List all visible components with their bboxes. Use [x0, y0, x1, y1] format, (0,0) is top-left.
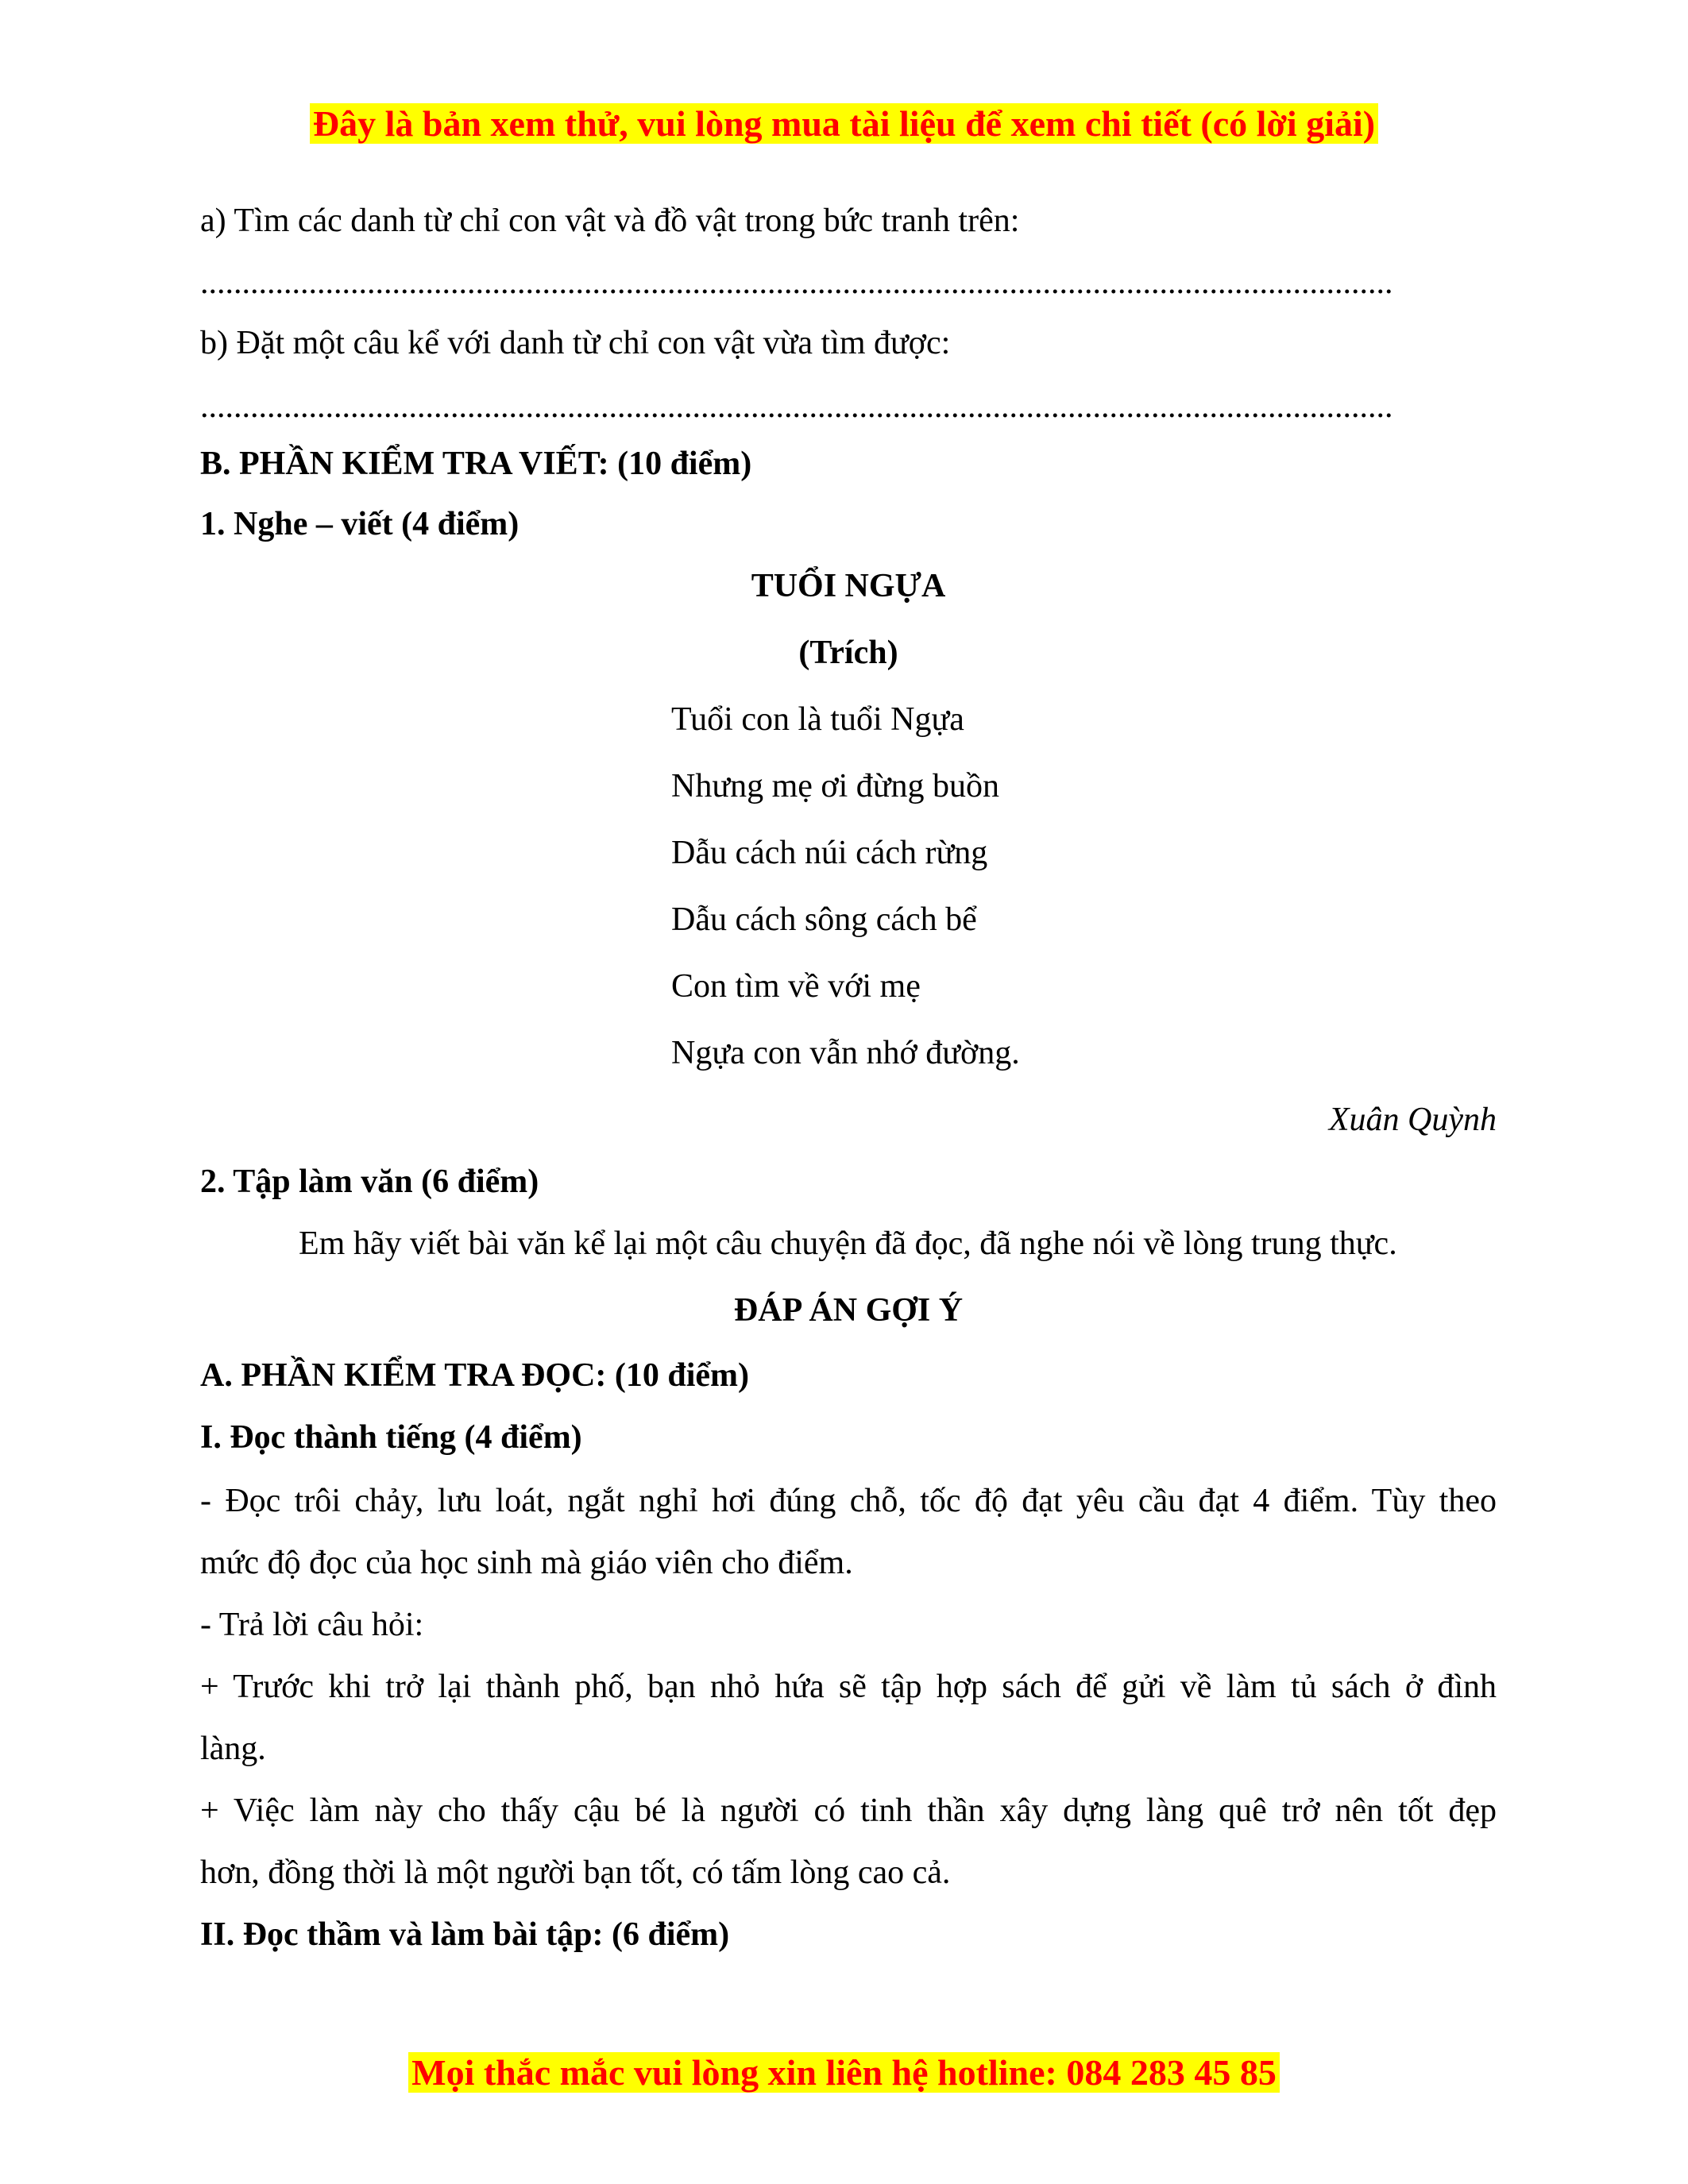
exercise-a-label: a) Tìm các danh từ chỉ con vật và đồ vật trong bức tranh trên: — [200, 203, 1020, 239]
poem-line: Nhưng mẹ ơi đừng buồn — [671, 768, 1000, 805]
hotline-banner — [0, 2051, 1688, 2095]
poem-subtitle: (Trích) — [798, 635, 898, 671]
answer-text: - Đọc trôi chảy, lưu loát, ngắt nghỉ hơi đúng chỗ, tốc độ đạt yêu cầu đạt 4 điểm. Tùy theo — [200, 1483, 1497, 1519]
section-b-title: B. PHẦN KIỂM TRA VIẾT: (10 điểm) — [200, 446, 752, 482]
exercise-b-label: b) Đặt một câu kể với danh từ chỉ con vật vừa tìm được: — [200, 325, 951, 361]
answer-part-2-heading: II. Đọc thầm và làm bài tập: (6 điểm) — [200, 1916, 730, 1953]
poem-line: Dẫu cách núi cách rừng — [671, 835, 988, 871]
poem-line: Tuổi con là tuổi Ngựa — [671, 701, 964, 738]
poem-line: Con tìm về với mẹ — [671, 968, 921, 1005]
answer-text: - Trả lời câu hỏi: — [200, 1607, 424, 1643]
answer-text: + Việc làm này cho thấy cậu bé là người có tinh thần xây dựng làng quê trở nên tốt đẹp — [200, 1792, 1497, 1829]
answer-text: làng. — [200, 1731, 266, 1767]
hotline-banner-text: Mọi thắc mắc vui lòng xin liên hệ hotline: 084 283 45 85 — [408, 2052, 1280, 2093]
poem-author: Xuân Quỳnh — [1328, 1102, 1497, 1138]
answer-text: mức độ đọc của học sinh mà giáo viên cho điểm. — [200, 1545, 853, 1581]
poem-line: Dẫu cách sông cách bể — [671, 901, 977, 938]
part-1-heading: 1. Nghe – viết (4 điểm) — [200, 506, 520, 542]
part-2-heading: 2. Tập làm văn (6 điểm) — [200, 1163, 539, 1200]
poem-title: TUỔI NGỰA — [751, 568, 946, 604]
answer-dots-b: ............................................................................................................................................... — [200, 388, 1393, 425]
answer-text: + Trước khi trở lại thành phố, bạn nhỏ hứa sẽ tập hợp sách để gửi về làm tủ sách ở đình — [200, 1669, 1497, 1705]
part-2-prompt: Em hãy viết bài văn kể lại một câu chuyện đã đọc, đã nghe nói về lòng trung thực. — [299, 1225, 1397, 1262]
preview-banner — [0, 102, 1688, 146]
answer-key-title: ĐÁP ÁN GỢI Ý — [733, 1292, 964, 1329]
answer-text: hơn, đồng thời là một người bạn tốt, có tấm lòng cao cả. — [200, 1854, 951, 1891]
answer-dots-a: ............................................................................................................................................... — [200, 264, 1393, 301]
poem-line: Ngựa con vẫn nhớ đường. — [671, 1035, 1020, 1071]
preview-banner-text: Đây là bản xem thử, vui lòng mua tài liệu để xem chi tiết (có lời giải) — [310, 103, 1378, 144]
answer-section-a-title: A. PHẦN KIỂM TRA ĐỌC: (10 điểm) — [200, 1357, 750, 1394]
answer-part-1-heading: I. Đọc thành tiếng (4 điểm) — [200, 1419, 582, 1456]
